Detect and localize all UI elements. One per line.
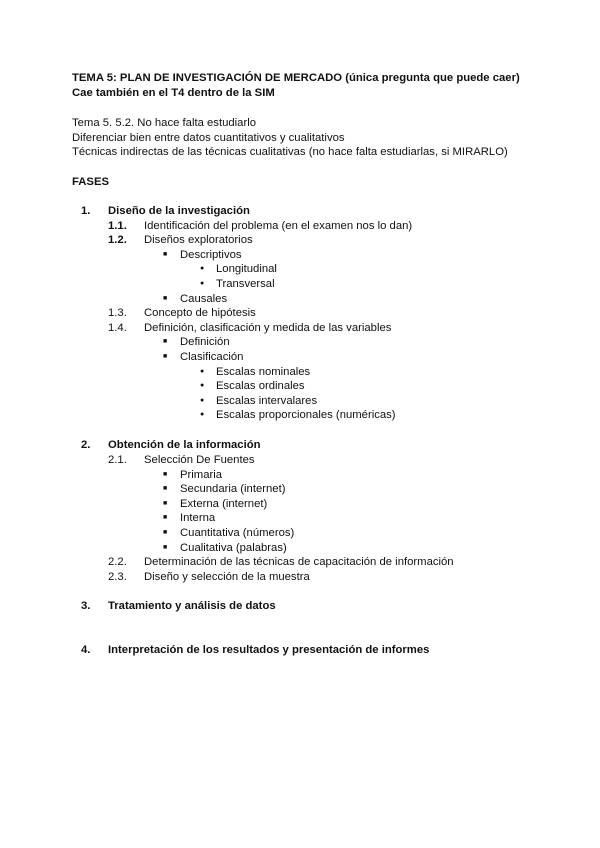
source-item: ■ Cualitativa (palabras) bbox=[180, 541, 287, 556]
subsection-text: Diseño y selección de la muestra bbox=[144, 571, 310, 583]
document-subtitle: Cae también en el T4 dentro de la SIM bbox=[72, 87, 275, 99]
source-item: ■ Externa (internet) bbox=[180, 497, 267, 512]
phase-title: Interpretación de los resultados y presentación de informes bbox=[108, 644, 430, 656]
source-item: ■ Secundaria (internet) bbox=[180, 482, 286, 497]
dot-bullet-item: ● Escalas proporcionales (numéricas) bbox=[216, 408, 396, 423]
subsection-text: Concepto de hipótesis bbox=[144, 307, 256, 319]
source-item: ■ Interna bbox=[180, 511, 215, 526]
source-item: ■ Primaria bbox=[180, 468, 222, 483]
subsection-text: Determinación de las técnicas de capacitación de información bbox=[144, 556, 454, 568]
subsection-text: Identificación del problema (en el examen nos lo dan) bbox=[144, 220, 413, 232]
phase-title: Obtención de la información bbox=[108, 439, 261, 451]
subsection-number: 1.1. bbox=[108, 220, 127, 232]
phase-number: 4. bbox=[81, 644, 91, 656]
subsection-text: Definición, clasificación y medida de las variables bbox=[144, 322, 392, 334]
subsection-number: 1.3. bbox=[108, 307, 127, 319]
fases-heading: FASES bbox=[72, 176, 110, 188]
subsection-number: 2.3. bbox=[108, 571, 127, 583]
dot-bullet-item: ● Transversal bbox=[216, 277, 275, 292]
note-line: Técnicas indirectas de las técnicas cualitativas (no hace falta estudiarlas, si MIRARLO) bbox=[72, 146, 508, 158]
document-title: TEMA 5: PLAN DE INVESTIGACIÓN DE MERCADO (única pregunta que puede caer) bbox=[72, 72, 520, 84]
phase-number: 1. bbox=[81, 205, 91, 217]
phase-title: Diseño de la investigación bbox=[108, 205, 250, 217]
square-bullet-item: ■ Clasificación bbox=[180, 350, 243, 365]
phase-number: 3. bbox=[81, 600, 91, 612]
square-bullet-item: ■ Definición bbox=[180, 335, 230, 350]
dot-bullet-item: ● Escalas ordinales bbox=[216, 379, 305, 394]
subsection-number: 1.4. bbox=[108, 322, 127, 334]
square-bullet-item: ■ Causales bbox=[180, 292, 227, 307]
phase-title: Tratamiento y análisis de datos bbox=[108, 600, 276, 612]
source-item: ■ Cuantitativa (números) bbox=[180, 526, 294, 541]
subsection-text: Selección De Fuentes bbox=[144, 454, 255, 466]
note-line: Tema 5. 5.2. No hace falta estudiarlo bbox=[72, 117, 256, 129]
dot-bullet-item: ● Escalas nominales bbox=[216, 365, 310, 380]
subsection-text: Diseños exploratorios bbox=[144, 234, 253, 246]
square-bullet-item: ■ Descriptivos bbox=[180, 248, 242, 263]
dot-bullet-item: ● Escalas intervalares bbox=[216, 394, 317, 409]
phase-number: 2. bbox=[81, 439, 91, 451]
subsection-number: 2.1. bbox=[108, 454, 127, 466]
note-line: Diferenciar bien entre datos cuantitativos y cualitativos bbox=[72, 132, 345, 144]
subsection-number: 2.2. bbox=[108, 556, 127, 568]
subsection-number: 1.2. bbox=[108, 234, 127, 246]
dot-bullet-item: ● Longitudinal bbox=[216, 262, 277, 277]
